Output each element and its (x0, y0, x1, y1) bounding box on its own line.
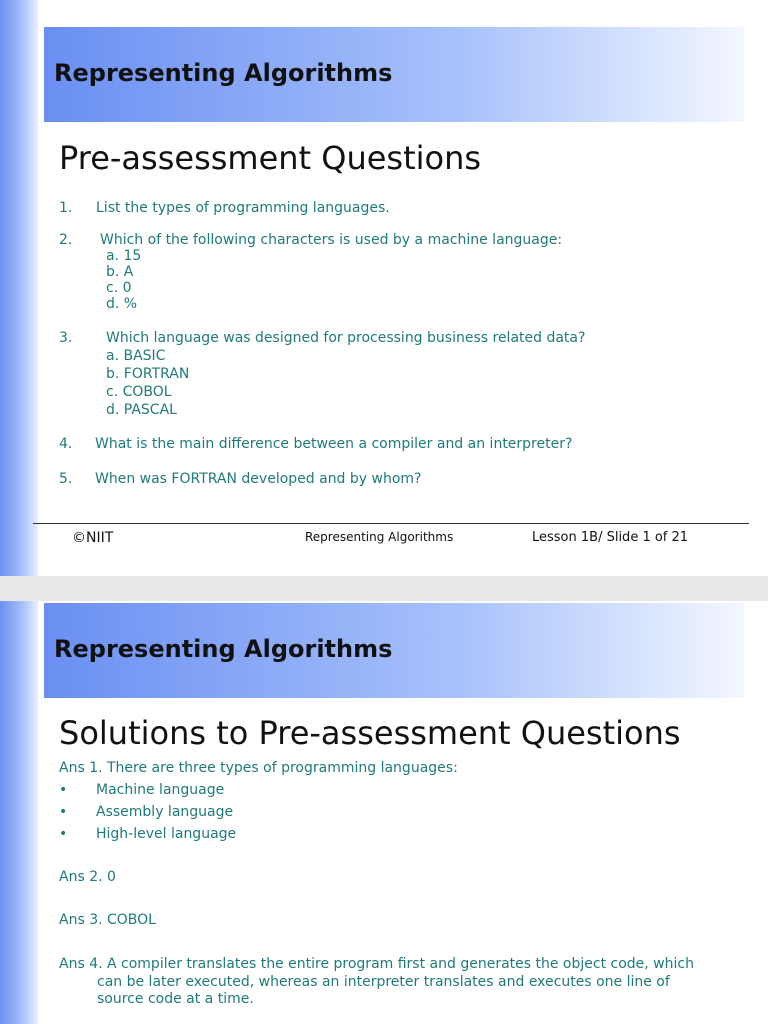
answer-option: d. PASCAL (106, 402, 177, 418)
answer-option: a. 15 (106, 248, 142, 264)
footer-title: Representing Algorithms (305, 530, 454, 544)
bullet-item: High-level language (96, 826, 237, 842)
question-text: List the types of programming languages. (96, 200, 390, 216)
answer-option: c. COBOL (106, 384, 172, 400)
side-gradient-bar (0, 0, 38, 576)
answer-option: b. FORTRAN (106, 366, 190, 382)
slide-title: Pre-assessment Questions (59, 139, 482, 177)
question-text: Which language was designed for processing business related data? (106, 330, 586, 346)
question-number: 4. (59, 436, 73, 452)
header-title: Representing Algorithms (54, 635, 393, 663)
slide-header (44, 603, 744, 698)
footer-divider (33, 523, 749, 524)
footer-slide-info: Lesson 1B/ Slide 1 of 21 (532, 530, 689, 545)
question-number: 2. (59, 232, 73, 248)
answer-1-intro: Ans 1. There are three types of programming languages: (59, 760, 458, 776)
header-title: Representing Algorithms (54, 59, 393, 87)
slide-header (44, 27, 744, 122)
slide-title: Solutions to Pre-assessment Questions (59, 714, 681, 752)
bullet-icon: • (59, 782, 68, 798)
slide-gap (0, 576, 768, 601)
side-gradient-bar (0, 601, 38, 1024)
answer-option: c. 0 (106, 280, 132, 296)
question-number: 5. (59, 471, 73, 487)
answer-option: d. % (106, 296, 138, 312)
slide-2 (0, 601, 768, 1024)
question-number: 3. (59, 330, 73, 346)
answer-2: Ans 2. 0 (59, 869, 116, 885)
answer-4-line: Ans 4. A compiler translates the entire program first and generates the object code, which (59, 956, 694, 972)
question-text: Which of the following characters is used by a machine language: (100, 232, 563, 248)
answer-option: a. BASIC (106, 348, 166, 364)
footer-copyright: ©NIIT (72, 530, 114, 546)
question-text: When was FORTRAN developed and by whom? (95, 471, 422, 487)
answer-3: Ans 3. COBOL (59, 912, 156, 928)
answer-4-line: can be later executed, whereas an interpreter translates and executes one line of (97, 974, 670, 990)
question-number: 1. (59, 200, 73, 216)
bullet-icon: • (59, 826, 68, 842)
answer-option: b. A (106, 264, 134, 280)
bullet-icon: • (59, 804, 68, 820)
bullet-item: Assembly language (96, 804, 234, 820)
answer-4-line: source code at a time. (97, 991, 254, 1007)
question-text: What is the main difference between a compiler and an interpreter? (95, 436, 573, 452)
bullet-item: Machine language (96, 782, 225, 798)
